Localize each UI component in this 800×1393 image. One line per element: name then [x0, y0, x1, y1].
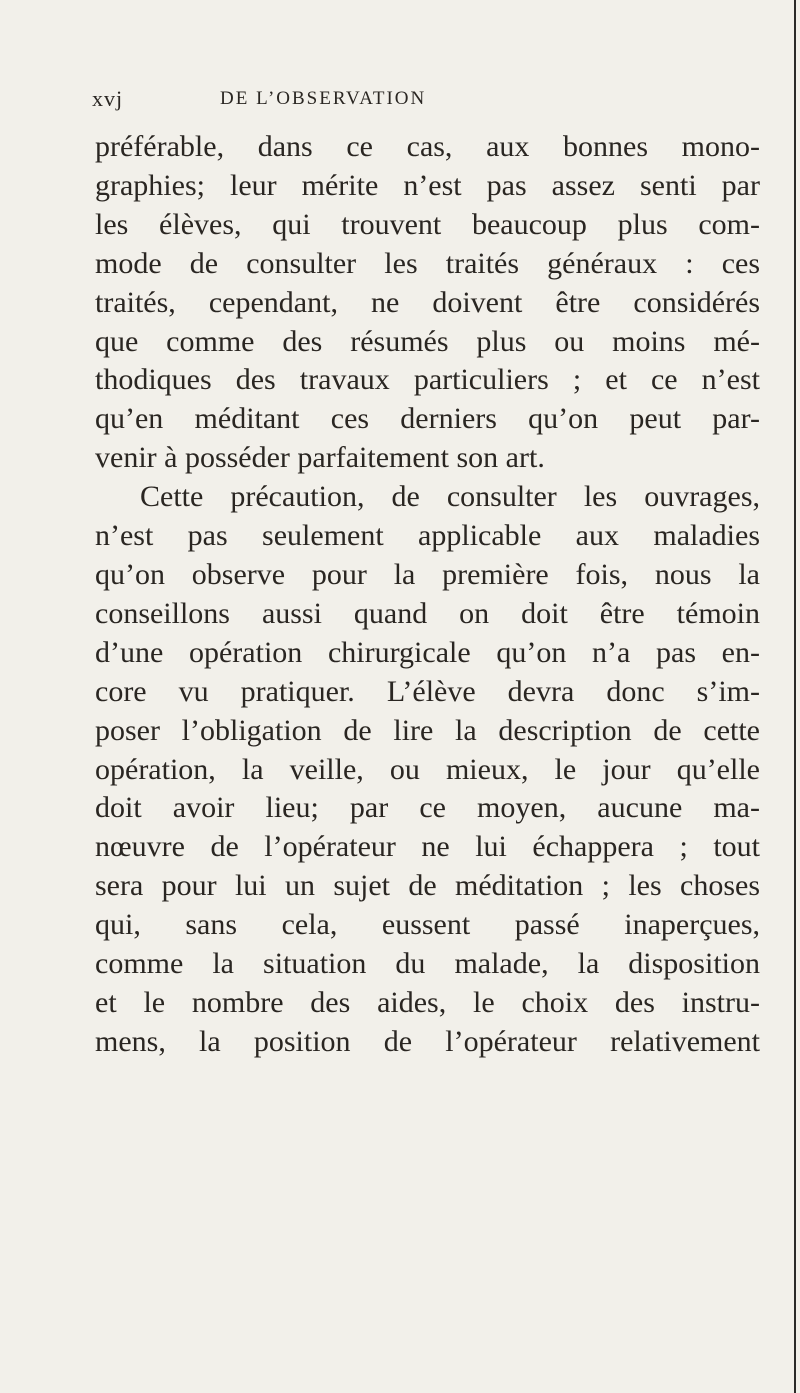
text-line: qui, sans cela, eussent passé inaperçues,: [95, 908, 760, 942]
text-line: Cette précaution, de consulter les ouvrages,: [140, 480, 760, 514]
text-line: traités, cependant, ne doivent être considérés: [95, 285, 760, 319]
text-line: doit avoir lieu; par ce moyen, aucune ma-: [95, 791, 760, 825]
text-line: core vu pratiquer. L’élève devra donc s’im-: [95, 674, 760, 708]
text-line: que comme des résumés plus ou moins mé-: [95, 324, 760, 358]
paragraph-1: [95, 128, 760, 478]
text-line: opération, la veille, ou mieux, le jour qu’elle: [95, 752, 760, 786]
text-line: qu’on observe pour la première fois, nous la: [95, 557, 760, 591]
text-line: mens, la position de l’opérateur relativement: [95, 1024, 760, 1058]
text-line: mode de consulter les traités généraux : ces: [95, 246, 760, 280]
text-line: qu’en méditant ces derniers qu’on peut par-: [95, 402, 760, 436]
running-head: [0, 86, 800, 116]
paragraph-2: [95, 478, 760, 1062]
text-line: nœuvre de l’opérateur ne lui échappera ; tout: [95, 830, 760, 864]
text-line: sera pour lui un sujet de méditation ; les choses: [95, 869, 760, 903]
text-line: comme la situation du malade, la disposition: [95, 947, 760, 981]
text-line: préférable, dans ce cas, aux bonnes mono-: [95, 130, 760, 163]
text-line: les élèves, qui trouvent beaucoup plus com-: [95, 207, 760, 241]
text-line: venir à posséder parfaitement son art.: [95, 441, 545, 475]
text-line: poser l’obligation de lire la description de cette: [95, 713, 760, 747]
text-line: graphies; leur mérite n’est pas assez senti par: [95, 168, 760, 202]
text-line: n’est pas seulement applicable aux maladies: [95, 519, 760, 553]
text-line: d’une opération chirurgicale qu’on n’a pas en-: [95, 635, 760, 669]
text-line: et le nombre des aides, le choix des instru-: [95, 985, 760, 1019]
body-text: [95, 128, 760, 1062]
page-number: xvj: [92, 86, 124, 111]
text-line: conseillons aussi quand on doit être témoin: [95, 596, 760, 630]
running-title: DE L’OBSERVATION: [220, 88, 427, 109]
text-line: thodiques des travaux particuliers ; et ce n’est: [95, 363, 760, 397]
page-edge-border: [794, 0, 796, 1393]
